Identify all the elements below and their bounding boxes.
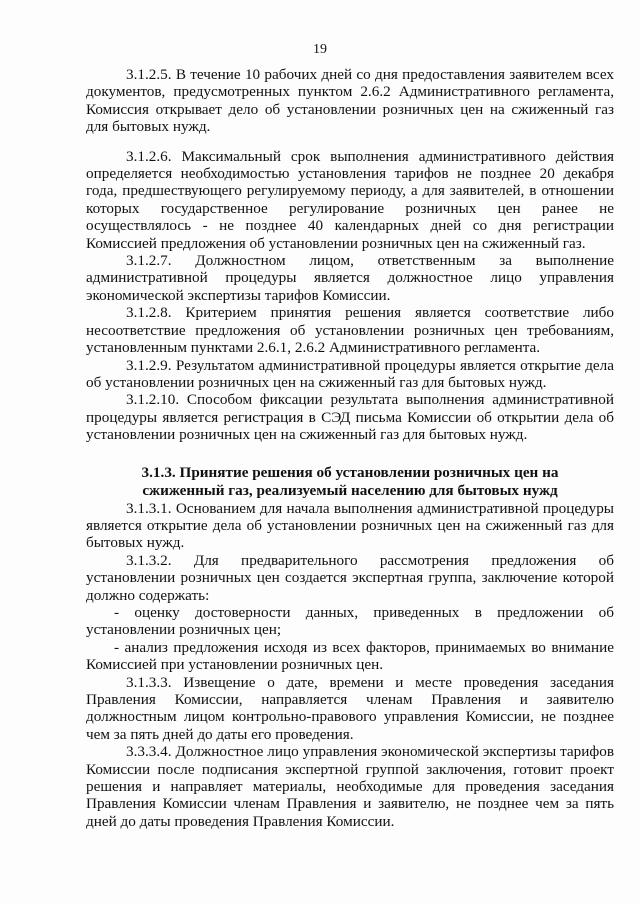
paragraph-3-3-3-4: 3.3.3.4. Должностное лицо управления экономической экспертизы тарифов Комиссии после подписания экспертной группой заключения, готовит проект решения и направляет материалы, необходимые для проведения заседания Правления Комиссии членам Правления и заявителю, не позднее чем за пять дней до даты проведения Правления Комиссии. <box>86 743 614 830</box>
paragraph-3-1-2-9: 3.1.2.9. Результатом административной процедуры является открытие дела об установлении розничных цен на сжиженный газ для бытовых нужд. <box>86 356 614 391</box>
page-number: 19 <box>313 42 327 57</box>
paragraph-3-1-3-2: 3.1.3.2. Для предварительного рассмотрения предложения об установлении розничных цен создается экспертная группа, заключение которой должно содержать: <box>86 551 614 604</box>
document-body <box>86 66 614 830</box>
paragraph-3-1-2-6: 3.1.2.6. Максимальный срок выполнения административного действия определяется необходимостью установления тарифов не позднее 20 декабря года, предшествующего регулируемому периоду, а для заявителей, в отношении которых государственное регулирование розничных цен ранее не осуществлялось - не позднее 40 календарных дней со дня регистрации Комиссией предложения об установлении розничных цен на сжиженный газ. <box>86 147 614 252</box>
paragraph-3-1-2-10: 3.1.2.10. Способом фиксации результата выполнения административной процедуры является регистрация в СЭД письма Комиссии об открытии дела об установлении розничных цен на сжиженный газ для бытовых нужд. <box>86 391 614 444</box>
paragraph-3-1-3-3: 3.1.3.3. Извещение о дате, времени и месте проведения заседания Правления Комиссии, направляется членам Правления и заявителю должностным лицом контрольно-правового управления Комиссии, не позднее чем за пять дней до даты его проведения. <box>86 673 614 743</box>
paragraph-3-1-2-7: 3.1.2.7. Должностном лицом, ответственным за выполнение административной процедуры является должностное лицо управления экономической экспертизы тарифов Комиссии. <box>86 252 614 304</box>
paragraph-3-1-3-1: 3.1.3.1. Основанием для начала выполнения административной процедуры является открытие дела об установлении розничных цен на сжиженный газ для бытовых нужд. <box>86 499 614 552</box>
list-item-data-reliability: - оценку достоверности данных, приведенных в предложении об установлении розничных цен; <box>86 603 614 639</box>
list-item-proposal-analysis: - анализ предложения исходя из всех факторов, принимаемых во внимание Комиссией при установлении розничных цен. <box>86 638 614 674</box>
paragraph-3-1-2-5: 3.1.2.5. В течение 10 рабочих дней со дня предоставления заявителем всех документов, предусмотренных пунктом 2.6.2 Административного регламента, Комиссия открывает дело об установлении розничных цен на сжиженный газ для бытовых нужд. <box>86 66 614 136</box>
paragraph-3-1-2-8: 3.1.2.8. Критерием принятия решения является соответствие либо несоответствие предложения об установлении розничных цен требованиям, установленным пунктами 2.6.1, 2.6.2 Административного регламента. <box>86 304 614 357</box>
section-heading-3-1-3: 3.1.3. Принятие решения об установлении розничных цен на сжиженный газ, реализуемый населению для бытовых нужд <box>141 463 559 499</box>
